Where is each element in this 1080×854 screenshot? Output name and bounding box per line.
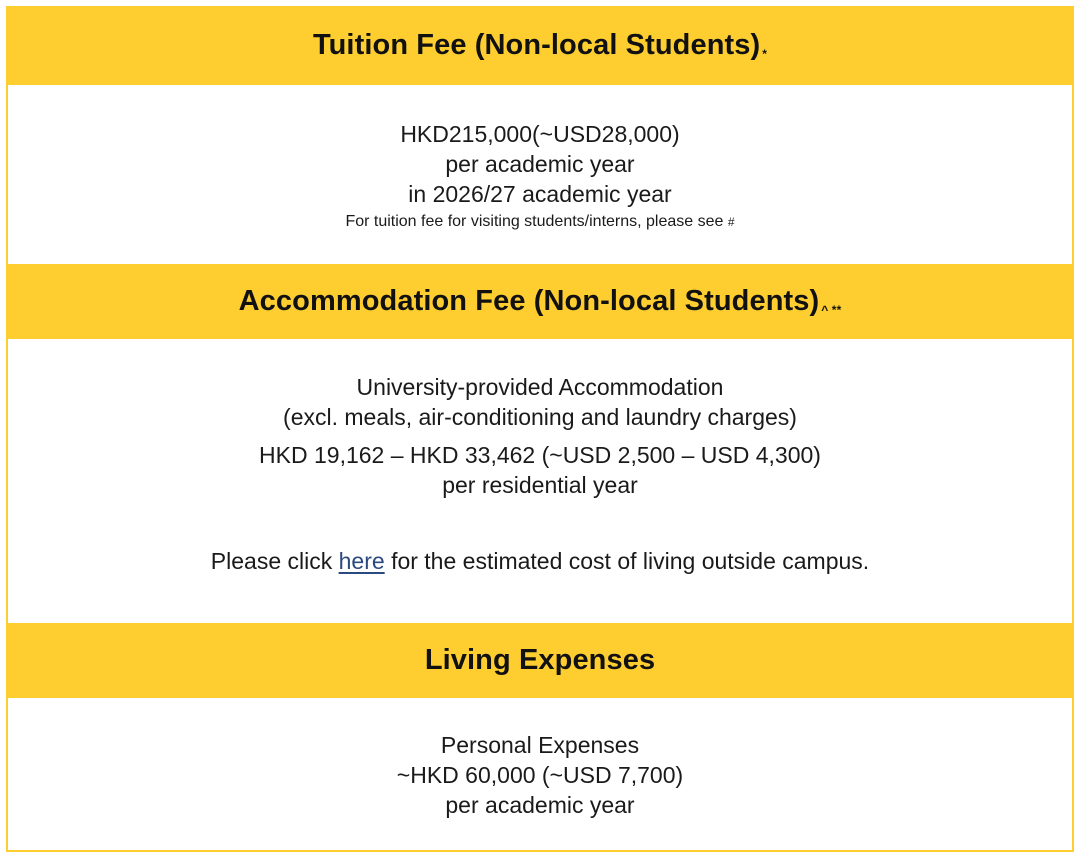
hash-footnote-mark: #: [727, 215, 735, 229]
tuition-fee-cell: [8, 85, 1072, 264]
living-expenses-header: [8, 623, 1072, 698]
tuition-fee-title: Tuition Fee (Non-local Students) *: [312, 29, 768, 61]
tuition-year: in 2026/27 academic year: [408, 181, 672, 207]
personal-expenses-amount: ~HKD 60,000 (~USD 7,700): [396, 762, 684, 788]
accommodation-type: University-provided Accommodation: [356, 374, 724, 400]
living-expenses-cell: [8, 698, 1072, 852]
personal-expenses-label: Personal Expenses: [440, 732, 640, 758]
accommodation-fee-cell: [8, 339, 1072, 623]
tuition-footnote-mark: *: [762, 47, 768, 61]
accommodation-period: per residential year: [442, 472, 638, 498]
tuition-fee-header: [8, 6, 1072, 85]
accommodation-fee-title: Accommodation Fee (Non-local Students) ^ **: [238, 285, 842, 317]
fee-table: [6, 6, 1074, 852]
accommodation-range: HKD 19,162 – HKD 33,462 (~USD 2,500 – USD 4,300): [259, 442, 821, 468]
here-link[interactable]: here: [338, 548, 385, 574]
accommodation-footnote-mark: ^ **: [821, 303, 842, 317]
off-campus-cost-line: Please click here for the estimated cost of living outside campus.: [210, 548, 870, 574]
living-expenses-title: Living Expenses: [424, 644, 656, 676]
accommodation-exclusions: (excl. meals, air-conditioning and laundry charges): [283, 404, 797, 430]
accommodation-fee-header: [8, 264, 1072, 339]
tuition-amount: HKD215,000(~USD28,000): [400, 121, 680, 147]
personal-expenses-period: per academic year: [445, 792, 635, 818]
visiting-students-note: For tuition fee for visiting students/interns, please see #: [345, 213, 735, 230]
tuition-period: per academic year: [445, 151, 635, 177]
